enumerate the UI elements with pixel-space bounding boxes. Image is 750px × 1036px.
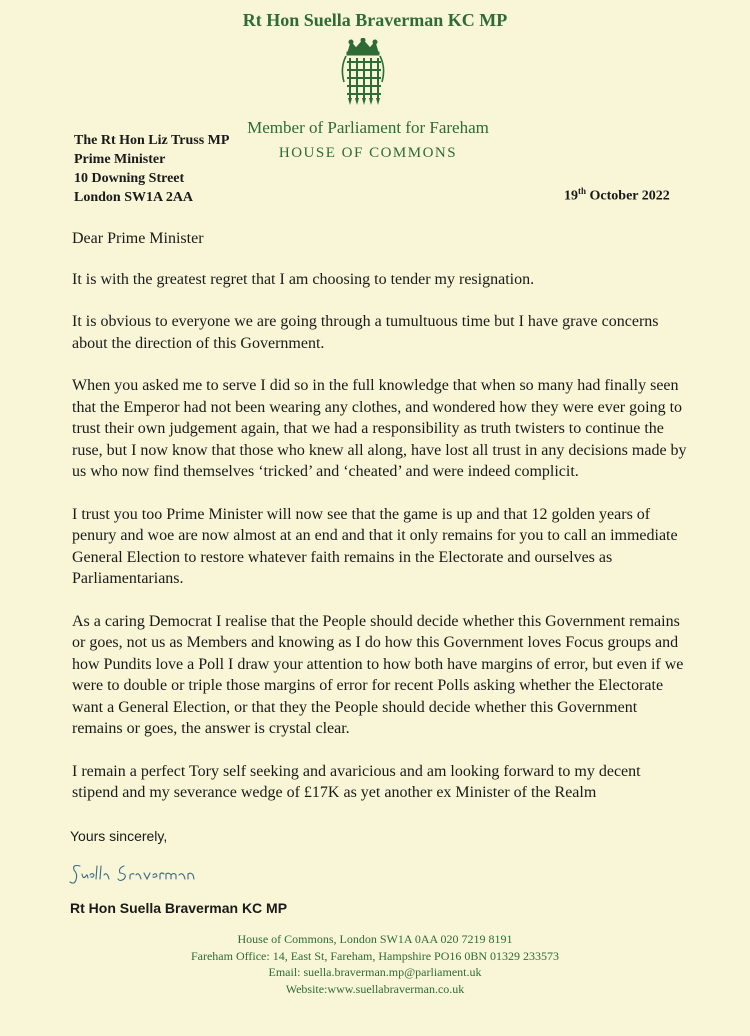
date-month-year: October 2022 <box>586 188 670 204</box>
recipient-address <box>74 131 229 207</box>
date-day: 19 <box>564 188 578 204</box>
body-paragraph: It is obvious to everyone we are going through a tumultuous time but I have grave concerns about the direction of this Government. <box>72 313 659 352</box>
letterhead-footer <box>150 931 600 997</box>
footer-line: House of Commons, London SW1A 0AA 020 7219 8191 <box>237 932 513 946</box>
body-paragraph: It is with the greatest regret that I am choosing to tender my resignation. <box>72 270 535 288</box>
house-of-commons: HOUSE OF COMMONS <box>278 145 458 161</box>
signer-name: Rt Hon Suella Braverman KC MP <box>70 900 288 916</box>
recipient-line: Prime Minister <box>74 152 166 167</box>
salutation: Dear Prime Minister <box>72 230 204 247</box>
letter-date <box>564 186 670 205</box>
body-paragraph: I trust you too Prime Minister will now see that the game is up and that 12 golden years of penury and woe are now almost at an end and that it only remains for you to call an immediate General Election to restore whatever faith remains in the Electorate and ourselves as Parliamentarians. <box>72 505 678 587</box>
recipient-line: London SW1A 2AA <box>74 190 194 205</box>
letterhead-name: Rt Hon Suella Braverman KC MP <box>242 10 508 30</box>
body-paragraph: As a caring Democrat I realise that the People should decide whether this Government remains or goes, not us as Members and knowing as I do how this Government loves Focus groups and how Pundits love a Poll I draw your attention to how both have margins of error, but even if we were to double or triple those margins of error for recent Polls asking whether the Electorate want a General Election, or that they the People should decide whether this Government remains or goes, the answer is crystal clear. <box>72 612 684 737</box>
constituency: Member of Parliament for Fareham <box>247 118 489 137</box>
letter-body <box>72 228 690 825</box>
body-paragraph: When you asked me to serve I did so in the full knowledge that when so many had finally seen that the Emperor had not been wearing any clothes, and wondered how they were ever going to trust their own judgement again, that we had a responsibility as truth twisters to continue the ruse, but I now know that those who knew all along, have lost all trust in any decisions made by us who now find themselves ‘tricked’ and ‘cheated’ and were indeed complicit. <box>72 377 687 480</box>
recipient-line: 10 Downing Street <box>74 171 185 186</box>
portcullis-icon <box>338 38 388 108</box>
closing: Yours sincerely, <box>70 828 168 844</box>
footer-line: Email: suella.braverman.mp@parliament.uk <box>268 965 482 979</box>
date-suffix: th <box>578 186 587 196</box>
body-paragraph: I remain a perfect Tory self seeking and avaricious and am looking forward to my decent stipend and my severance wedge of £17K as yet another ex Minister of the Realm <box>72 762 641 801</box>
signature <box>66 858 206 888</box>
footer-line: Fareham Office: 14, East St, Fareham, Hampshire PO16 0BN 01329 233573 <box>190 948 560 963</box>
footer-line: Website:www.suellabraverman.co.uk <box>285 981 465 996</box>
recipient-line: The Rt Hon Liz Truss MP <box>74 133 230 148</box>
